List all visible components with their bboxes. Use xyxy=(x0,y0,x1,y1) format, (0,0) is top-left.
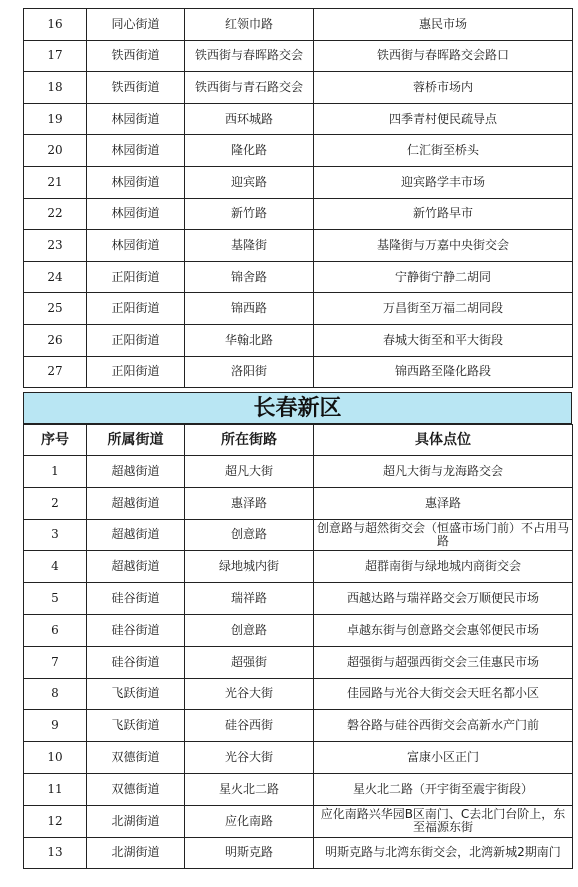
header-location: 具体点位 xyxy=(314,425,573,456)
cell-subdistrict: 正阳街道 xyxy=(87,324,185,356)
table-top-body xyxy=(24,9,573,388)
cell-subdistrict: 林园街道 xyxy=(87,135,185,167)
cell-no: 9 xyxy=(24,710,87,742)
table-row xyxy=(24,40,573,72)
table-row xyxy=(24,583,573,615)
cell-location: 磐谷路与硅谷西街交会高新水产门前 xyxy=(314,710,573,742)
table-row xyxy=(24,103,573,135)
table-header-row xyxy=(24,425,573,456)
cell-no: 1 xyxy=(24,456,87,488)
table-row xyxy=(24,198,573,230)
cell-street: 基隆街 xyxy=(185,230,314,262)
cell-subdistrict: 正阳街道 xyxy=(87,261,185,293)
table-row xyxy=(24,742,573,774)
cell-subdistrict: 正阳街道 xyxy=(87,293,185,325)
cell-location: 万昌街至万福二胡同段 xyxy=(314,293,573,325)
cell-subdistrict: 飞跃街道 xyxy=(87,678,185,710)
cell-no: 4 xyxy=(24,551,87,583)
cell-no: 18 xyxy=(24,72,87,104)
table-row xyxy=(24,356,573,388)
cell-location: 新竹路早市 xyxy=(314,198,573,230)
cell-street: 锦舍路 xyxy=(185,261,314,293)
cell-location: 铁西街与春晖路交会路口 xyxy=(314,40,573,72)
cell-street: 创意路 xyxy=(185,614,314,646)
cell-location: 仁汇街至桥头 xyxy=(314,135,573,167)
cell-no: 17 xyxy=(24,40,87,72)
table-row xyxy=(24,324,573,356)
cell-no: 22 xyxy=(24,198,87,230)
cell-street: 新竹路 xyxy=(185,198,314,230)
table-row xyxy=(24,456,573,488)
table-row xyxy=(24,678,573,710)
cell-street: 明斯克路 xyxy=(185,837,314,869)
cell-subdistrict: 硅谷街道 xyxy=(87,583,185,615)
cell-subdistrict: 北湖街道 xyxy=(87,805,185,837)
table-row xyxy=(24,805,573,837)
cell-subdistrict: 超越街道 xyxy=(87,551,185,583)
cell-location: 卓越东街与创意路交会惠邻便民市场 xyxy=(314,614,573,646)
table-row xyxy=(24,837,573,869)
table-bottom xyxy=(23,424,573,869)
table-row xyxy=(24,551,573,583)
cell-location: 锦西路至隆化路段 xyxy=(314,356,573,388)
cell-street: 华翰北路 xyxy=(185,324,314,356)
cell-street: 铁西街与青石路交会 xyxy=(185,72,314,104)
cell-subdistrict: 硅谷街道 xyxy=(87,614,185,646)
cell-street: 光谷大街 xyxy=(185,742,314,774)
cell-subdistrict: 同心街道 xyxy=(87,9,185,41)
cell-street: 锦西路 xyxy=(185,293,314,325)
table-row xyxy=(24,293,573,325)
cell-location: 星火北二路（开宇街至震宇街段） xyxy=(314,773,573,805)
cell-location: 明斯克路与北湾东街交会，北湾新城2期南门 xyxy=(314,837,573,869)
header-street: 所在街路 xyxy=(185,425,314,456)
cell-no: 24 xyxy=(24,261,87,293)
cell-street: 红领巾路 xyxy=(185,9,314,41)
cell-location: 宁静街宁静二胡同 xyxy=(314,261,573,293)
cell-street: 应化南路 xyxy=(185,805,314,837)
table-row xyxy=(24,72,573,104)
cell-street: 铁西街与春晖路交会 xyxy=(185,40,314,72)
cell-no: 7 xyxy=(24,646,87,678)
cell-street: 超强街 xyxy=(185,646,314,678)
cell-street: 硅谷西街 xyxy=(185,710,314,742)
cell-no: 23 xyxy=(24,230,87,262)
cell-location: 佳园路与光谷大街交会天旺名都小区 xyxy=(314,678,573,710)
cell-location: 惠泽路 xyxy=(314,487,573,519)
table-row xyxy=(24,519,573,551)
cell-subdistrict: 超越街道 xyxy=(87,456,185,488)
cell-street: 超凡大街 xyxy=(185,456,314,488)
section-title: 长春新区 xyxy=(23,392,572,424)
cell-location: 四季青村便民疏导点 xyxy=(314,103,573,135)
cell-subdistrict: 林园街道 xyxy=(87,198,185,230)
cell-no: 27 xyxy=(24,356,87,388)
cell-location: 惠民市场 xyxy=(314,9,573,41)
cell-street: 洛阳街 xyxy=(185,356,314,388)
cell-street: 创意路 xyxy=(185,519,314,551)
table-row xyxy=(24,135,573,167)
cell-subdistrict: 双德街道 xyxy=(87,742,185,774)
cell-subdistrict: 硅谷街道 xyxy=(87,646,185,678)
cell-subdistrict: 正阳街道 xyxy=(87,356,185,388)
cell-no: 20 xyxy=(24,135,87,167)
cell-location: 应化南路兴华园B区南门、C去北门台阶上，东至福源东街 xyxy=(314,805,573,837)
cell-no: 5 xyxy=(24,583,87,615)
cell-location: 春城大街至和平大街段 xyxy=(314,324,573,356)
cell-no: 16 xyxy=(24,9,87,41)
cell-location: 创意路与超然街交会（恒盛市场门前）不占用马路 xyxy=(314,519,573,551)
header-subdistrict: 所属街道 xyxy=(87,425,185,456)
table-row xyxy=(24,9,573,41)
cell-subdistrict: 超越街道 xyxy=(87,487,185,519)
cell-no: 12 xyxy=(24,805,87,837)
table-row xyxy=(24,614,573,646)
cell-location: 富康小区正门 xyxy=(314,742,573,774)
cell-subdistrict: 北湖街道 xyxy=(87,837,185,869)
cell-no: 2 xyxy=(24,487,87,519)
table-row xyxy=(24,166,573,198)
cell-street: 星火北二路 xyxy=(185,773,314,805)
cell-subdistrict: 飞跃街道 xyxy=(87,710,185,742)
cell-subdistrict: 铁西街道 xyxy=(87,72,185,104)
cell-street: 迎宾路 xyxy=(185,166,314,198)
cell-street: 光谷大街 xyxy=(185,678,314,710)
table-row xyxy=(24,710,573,742)
cell-street: 绿地城内街 xyxy=(185,551,314,583)
cell-street: 惠泽路 xyxy=(185,487,314,519)
table-row xyxy=(24,261,573,293)
table-row xyxy=(24,487,573,519)
table-row xyxy=(24,230,573,262)
cell-location: 超强街与超强西街交会三佳惠民市场 xyxy=(314,646,573,678)
cell-no: 3 xyxy=(24,519,87,551)
cell-location: 迎宾路学丰市场 xyxy=(314,166,573,198)
header-no: 序号 xyxy=(24,425,87,456)
table-bottom-body xyxy=(24,456,573,869)
cell-subdistrict: 林园街道 xyxy=(87,103,185,135)
cell-subdistrict: 林园街道 xyxy=(87,230,185,262)
cell-street: 瑞祥路 xyxy=(185,583,314,615)
cell-no: 26 xyxy=(24,324,87,356)
cell-no: 21 xyxy=(24,166,87,198)
cell-no: 25 xyxy=(24,293,87,325)
cell-no: 6 xyxy=(24,614,87,646)
cell-location: 超凡大街与龙海路交会 xyxy=(314,456,573,488)
cell-subdistrict: 铁西街道 xyxy=(87,40,185,72)
cell-location: 基隆街与万嘉中央街交会 xyxy=(314,230,573,262)
table-row xyxy=(24,773,573,805)
cell-location: 超群南街与绿地城内商街交会 xyxy=(314,551,573,583)
cell-subdistrict: 林园街道 xyxy=(87,166,185,198)
cell-subdistrict: 超越街道 xyxy=(87,519,185,551)
cell-subdistrict: 双德街道 xyxy=(87,773,185,805)
cell-no: 8 xyxy=(24,678,87,710)
cell-no: 10 xyxy=(24,742,87,774)
cell-location: 西越达路与瑞祥路交会万顺便民市场 xyxy=(314,583,573,615)
cell-street: 隆化路 xyxy=(185,135,314,167)
cell-street: 西环城路 xyxy=(185,103,314,135)
cell-no: 13 xyxy=(24,837,87,869)
table-row xyxy=(24,646,573,678)
cell-no: 19 xyxy=(24,103,87,135)
cell-no: 11 xyxy=(24,773,87,805)
table-top xyxy=(23,8,573,388)
cell-location: 蓉桥市场内 xyxy=(314,72,573,104)
